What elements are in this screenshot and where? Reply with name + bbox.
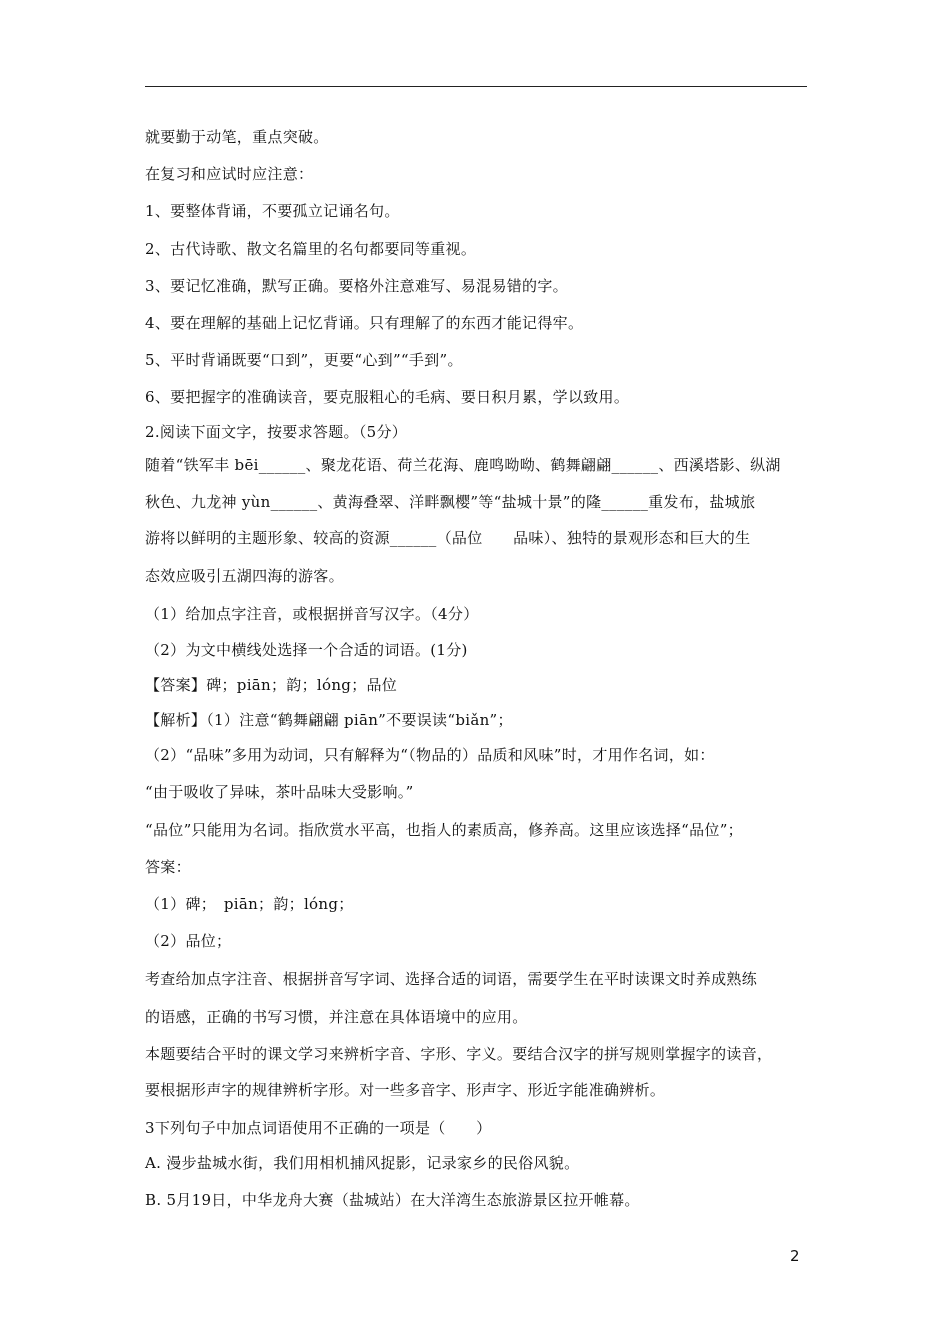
text-line: 本题要结合平时的课文学习来辨析字音、字形、字义。要结合汉字的拼写规则掌握字的读音， [145, 1045, 773, 1063]
text-line: 3、要记忆准确，默写正确。要格外注意难写、易混易错的字。 [145, 277, 568, 295]
analysis-line: 【解析】（1）注意“鹤舞翩翩 piān”不要误读“biǎn”； [145, 711, 513, 729]
text-line: 秋色、九龙神 yùn______、黄海叠翠、洋畔飘樱”等“盐城十景”的隆______重发布，盐城旅 [145, 493, 756, 511]
page-number: 2 [790, 1247, 800, 1265]
text-line: 游将以鲜明的主题形象、较高的资源______（品位 品味）、独特的景观形态和巨大的生 [145, 529, 751, 547]
text-line: 考查给加点字注音、根据拼音写字词、选择合适的词语，需要学生在平时读课文时养成熟练 [145, 970, 758, 988]
text-line: 态效应吸引五湖四海的游客。 [145, 567, 344, 585]
text-line: （2）为文中横线处选择一个合适的词语。(1分) [145, 641, 468, 659]
question-heading: 3下列句子中加点词语使用不正确的一项是（ ） [145, 1119, 492, 1137]
text-line: 2、古代诗歌、散文名篇里的名句都要同等重视。 [145, 240, 477, 258]
text-line: 6、要把握字的准确读音，要克服粗心的毛病、要日积月累，学以致用。 [145, 388, 630, 406]
question-heading: 2.阅读下面文字，按要求答题。（5分） [145, 423, 408, 441]
text-line: 答案： [145, 858, 191, 876]
text-line: “由于吸收了异味，茶叶品味大受影响。” [145, 783, 414, 801]
text-line: 的语感，正确的书写习惯，并注意在具体语境中的应用。 [145, 1008, 528, 1026]
option-b: B. 5月19日，中华龙舟大赛（盐城站）在大洋湾生态旅游景区拉开帷幕。 [145, 1191, 640, 1209]
text-line: “品位”只能用为名词。指欣赏水平高，也指人的素质高，修养高。这里应该选择“品位”； [145, 821, 743, 839]
text-line: 在复习和应试时应注意： [145, 165, 314, 183]
text-line: （1）碑； piān；韵；lóng； [145, 895, 354, 913]
option-a: A. 漫步盐城水街，我们用相机捕风捉影，记录家乡的民俗风貌。 [145, 1154, 580, 1172]
text-line: （2）“品味”多用为动词，只有解释为“（物品的）品质和风味”时，才用作名词，如： [145, 746, 715, 764]
text-line: （2）品位； [145, 932, 232, 950]
text-line: 就要勤于动笔，重点突破。 [145, 128, 329, 146]
text-line: 要根据形声字的规律辨析字形。对一些多音字、形声字、形近字能准确辨析。 [145, 1081, 666, 1099]
text-line: 1、要整体背诵，不要孤立记诵名句。 [145, 202, 400, 220]
header-rule [145, 86, 807, 87]
text-line: 4、要在理解的基础上记忆背诵。只有理解了的东西才能记得牢。 [145, 314, 584, 332]
answer-line: 【答案】碑；piān；韵；lóng；品位 [145, 676, 398, 694]
text-line: 5、平时背诵既要“口到”，更要“心到”“手到”。 [145, 351, 463, 369]
text-line: （1）给加点字注音，或根据拼音写汉字。（4分） [145, 605, 479, 623]
text-line: 随着“铁军丰 bēi______、聚龙花语、荷兰花海、鹿鸣呦呦、鹤舞翩翩______、西溪塔影、纵湖 [145, 456, 781, 474]
